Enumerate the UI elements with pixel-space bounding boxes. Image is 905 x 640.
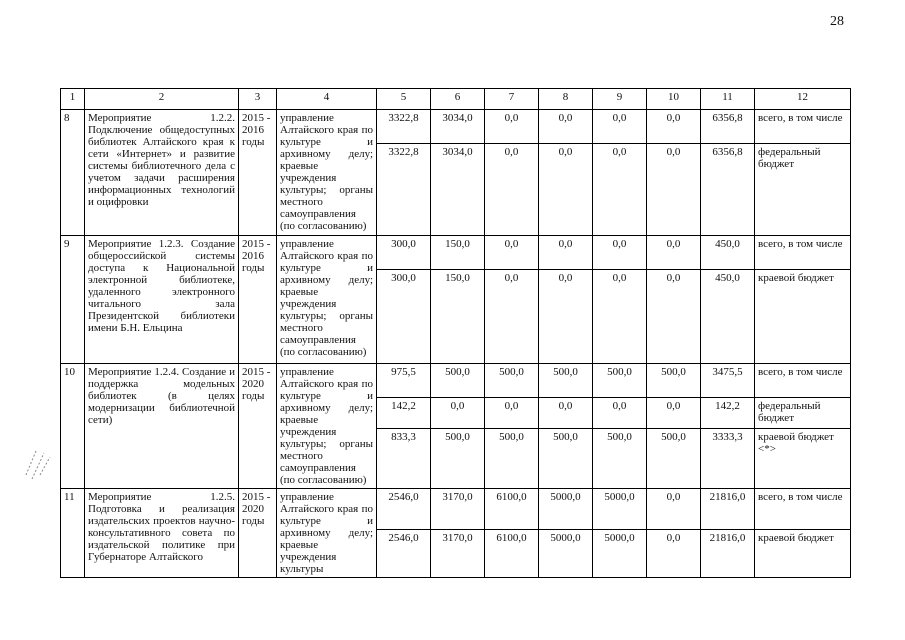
funding-value-col-7: 500,0 bbox=[485, 428, 539, 489]
funding-source: краевой бюджет bbox=[755, 270, 851, 364]
funding-value-col-7: 0,0 bbox=[485, 398, 539, 428]
column-header-4: 4 bbox=[277, 89, 377, 110]
funding-value-col-10: 0,0 bbox=[647, 529, 701, 577]
implementation-years: 2015 - 2016 годы bbox=[239, 110, 277, 236]
handwritten-mark-icon bbox=[22, 445, 58, 485]
funding-source: федеральный бюджет bbox=[755, 398, 851, 428]
implementation-years: 2015 - 2020 годы bbox=[239, 364, 277, 489]
column-header-2: 2 bbox=[85, 89, 239, 110]
funding-value-col-6: 3034,0 bbox=[431, 110, 485, 144]
funding-value-col-6: 3170,0 bbox=[431, 489, 485, 530]
funding-value-col-5: 975,5 bbox=[377, 364, 431, 398]
funding-value-col-8: 0,0 bbox=[539, 144, 593, 236]
funding-value-col-10: 0,0 bbox=[647, 236, 701, 270]
event-description: Мероприятие 1.2.5. Подготовка и реализация издательских проектов научно-консультативного совета по издательской политике при Губернаторе Алтайского bbox=[85, 489, 239, 578]
event-description: Мероприятие 1.2.4. Создание и поддержка модельных библиотек (в целях модернизации библиотечной сети) bbox=[85, 364, 239, 489]
table-row bbox=[61, 489, 851, 530]
funding-value-col-5: 2546,0 bbox=[377, 489, 431, 530]
funding-value-col-5: 3322,8 bbox=[377, 110, 431, 144]
funding-value-col-5: 142,2 bbox=[377, 398, 431, 428]
funding-value-col-8: 500,0 bbox=[539, 428, 593, 489]
column-header-7: 7 bbox=[485, 89, 539, 110]
funding-value-col-7: 6100,0 bbox=[485, 529, 539, 577]
funding-source: краевой бюджет <*> bbox=[755, 428, 851, 489]
executor: управление Алтайского края по культуре и архивному делу; краевые учреждения культуры; органы местного самоуправления (по согласованию) bbox=[277, 236, 377, 364]
implementation-years: 2015 - 2016 годы bbox=[239, 236, 277, 364]
funding-value-col-9: 0,0 bbox=[593, 270, 647, 364]
funding-value-col-8: 0,0 bbox=[539, 110, 593, 144]
funding-value-col-8: 500,0 bbox=[539, 364, 593, 398]
column-header-5: 5 bbox=[377, 89, 431, 110]
event-description: Мероприятие 1.2.2. Подключение общедоступных библиотек Алтайского края к сети «Интернет» и развитие системы библиотечного дела с учетом задачи расширения информационных технологий и оцифровки bbox=[85, 110, 239, 236]
funding-value-col-6: 0,0 bbox=[431, 398, 485, 428]
funding-value-col-11: 6356,8 bbox=[701, 144, 755, 236]
funding-value-col-11: 450,0 bbox=[701, 270, 755, 364]
column-header-1: 1 bbox=[61, 89, 85, 110]
table-row bbox=[61, 236, 851, 270]
executor: управление Алтайского края по культуре и архивному делу; краевые учреждения культуры; органы местного самоуправления (по согласованию) bbox=[277, 364, 377, 489]
funding-value-col-11: 142,2 bbox=[701, 398, 755, 428]
funding-value-col-5: 300,0 bbox=[377, 236, 431, 270]
funding-value-col-9: 0,0 bbox=[593, 110, 647, 144]
funding-value-col-6: 150,0 bbox=[431, 270, 485, 364]
funding-source: краевой бюджет bbox=[755, 529, 851, 577]
funding-value-col-9: 500,0 bbox=[593, 364, 647, 398]
funding-source: всего, в том числе bbox=[755, 236, 851, 270]
funding-value-col-8: 0,0 bbox=[539, 270, 593, 364]
row-number: 11 bbox=[61, 489, 85, 578]
table-header-row bbox=[61, 89, 851, 110]
funding-value-col-6: 500,0 bbox=[431, 364, 485, 398]
funding-value-col-10: 500,0 bbox=[647, 364, 701, 398]
event-description: Мероприятие 1.2.3. Создание общероссийской системы доступа к Национальной электронной библиотеке, удаленного электронного читального зала Президентской библиотеки имени Б.Н. Ельцина bbox=[85, 236, 239, 364]
column-header-10: 10 bbox=[647, 89, 701, 110]
funding-value-col-11: 21816,0 bbox=[701, 529, 755, 577]
funding-value-col-11: 3475,5 bbox=[701, 364, 755, 398]
funding-value-col-9: 0,0 bbox=[593, 236, 647, 270]
funding-value-col-5: 833,3 bbox=[377, 428, 431, 489]
column-header-6: 6 bbox=[431, 89, 485, 110]
funding-value-col-7: 500,0 bbox=[485, 364, 539, 398]
funding-value-col-10: 0,0 bbox=[647, 489, 701, 530]
funding-value-col-5: 3322,8 bbox=[377, 144, 431, 236]
funding-value-col-11: 21816,0 bbox=[701, 489, 755, 530]
funding-value-col-7: 0,0 bbox=[485, 236, 539, 270]
funding-value-col-7: 0,0 bbox=[485, 270, 539, 364]
funding-value-col-8: 5000,0 bbox=[539, 489, 593, 530]
funding-value-col-9: 5000,0 bbox=[593, 489, 647, 530]
funding-value-col-7: 6100,0 bbox=[485, 489, 539, 530]
funding-value-col-5: 300,0 bbox=[377, 270, 431, 364]
funding-value-col-6: 3170,0 bbox=[431, 529, 485, 577]
column-header-12: 12 bbox=[755, 89, 851, 110]
funding-source: всего, в том числе bbox=[755, 489, 851, 530]
funding-source: всего, в том числе bbox=[755, 110, 851, 144]
funding-value-col-6: 500,0 bbox=[431, 428, 485, 489]
row-number: 10 bbox=[61, 364, 85, 489]
implementation-years: 2015 - 2020 годы bbox=[239, 489, 277, 578]
executor: управление Алтайского края по культуре и архивному делу; краевые учреждения культуры bbox=[277, 489, 377, 578]
column-header-9: 9 bbox=[593, 89, 647, 110]
funding-value-col-8: 0,0 bbox=[539, 398, 593, 428]
funding-value-col-6: 150,0 bbox=[431, 236, 485, 270]
funding-value-col-11: 6356,8 bbox=[701, 110, 755, 144]
funding-value-col-11: 3333,3 bbox=[701, 428, 755, 489]
funding-value-col-9: 0,0 bbox=[593, 398, 647, 428]
program-events-table bbox=[60, 88, 851, 578]
page-number: 28 bbox=[830, 14, 844, 29]
funding-value-col-8: 0,0 bbox=[539, 236, 593, 270]
funding-value-col-9: 0,0 bbox=[593, 144, 647, 236]
row-number: 9 bbox=[61, 236, 85, 364]
column-header-11: 11 bbox=[701, 89, 755, 110]
row-number: 8 bbox=[61, 110, 85, 236]
funding-value-col-10: 0,0 bbox=[647, 270, 701, 364]
funding-value-col-9: 5000,0 bbox=[593, 529, 647, 577]
column-header-8: 8 bbox=[539, 89, 593, 110]
funding-value-col-6: 3034,0 bbox=[431, 144, 485, 236]
table-row bbox=[61, 364, 851, 398]
funding-value-col-10: 0,0 bbox=[647, 144, 701, 236]
funding-value-col-10: 0,0 bbox=[647, 398, 701, 428]
funding-value-col-5: 2546,0 bbox=[377, 529, 431, 577]
funding-value-col-7: 0,0 bbox=[485, 110, 539, 144]
funding-source: всего, в том числе bbox=[755, 364, 851, 398]
funding-value-col-10: 500,0 bbox=[647, 428, 701, 489]
funding-source: федеральный бюджет bbox=[755, 144, 851, 236]
funding-value-col-9: 500,0 bbox=[593, 428, 647, 489]
funding-value-col-10: 0,0 bbox=[647, 110, 701, 144]
funding-value-col-8: 5000,0 bbox=[539, 529, 593, 577]
executor: управление Алтайского края по культуре и архивному делу; краевые учреждения культуры; органы местного самоуправления (по согласованию) bbox=[277, 110, 377, 236]
column-header-3: 3 bbox=[239, 89, 277, 110]
table-row bbox=[61, 110, 851, 144]
funding-value-col-7: 0,0 bbox=[485, 144, 539, 236]
funding-value-col-11: 450,0 bbox=[701, 236, 755, 270]
